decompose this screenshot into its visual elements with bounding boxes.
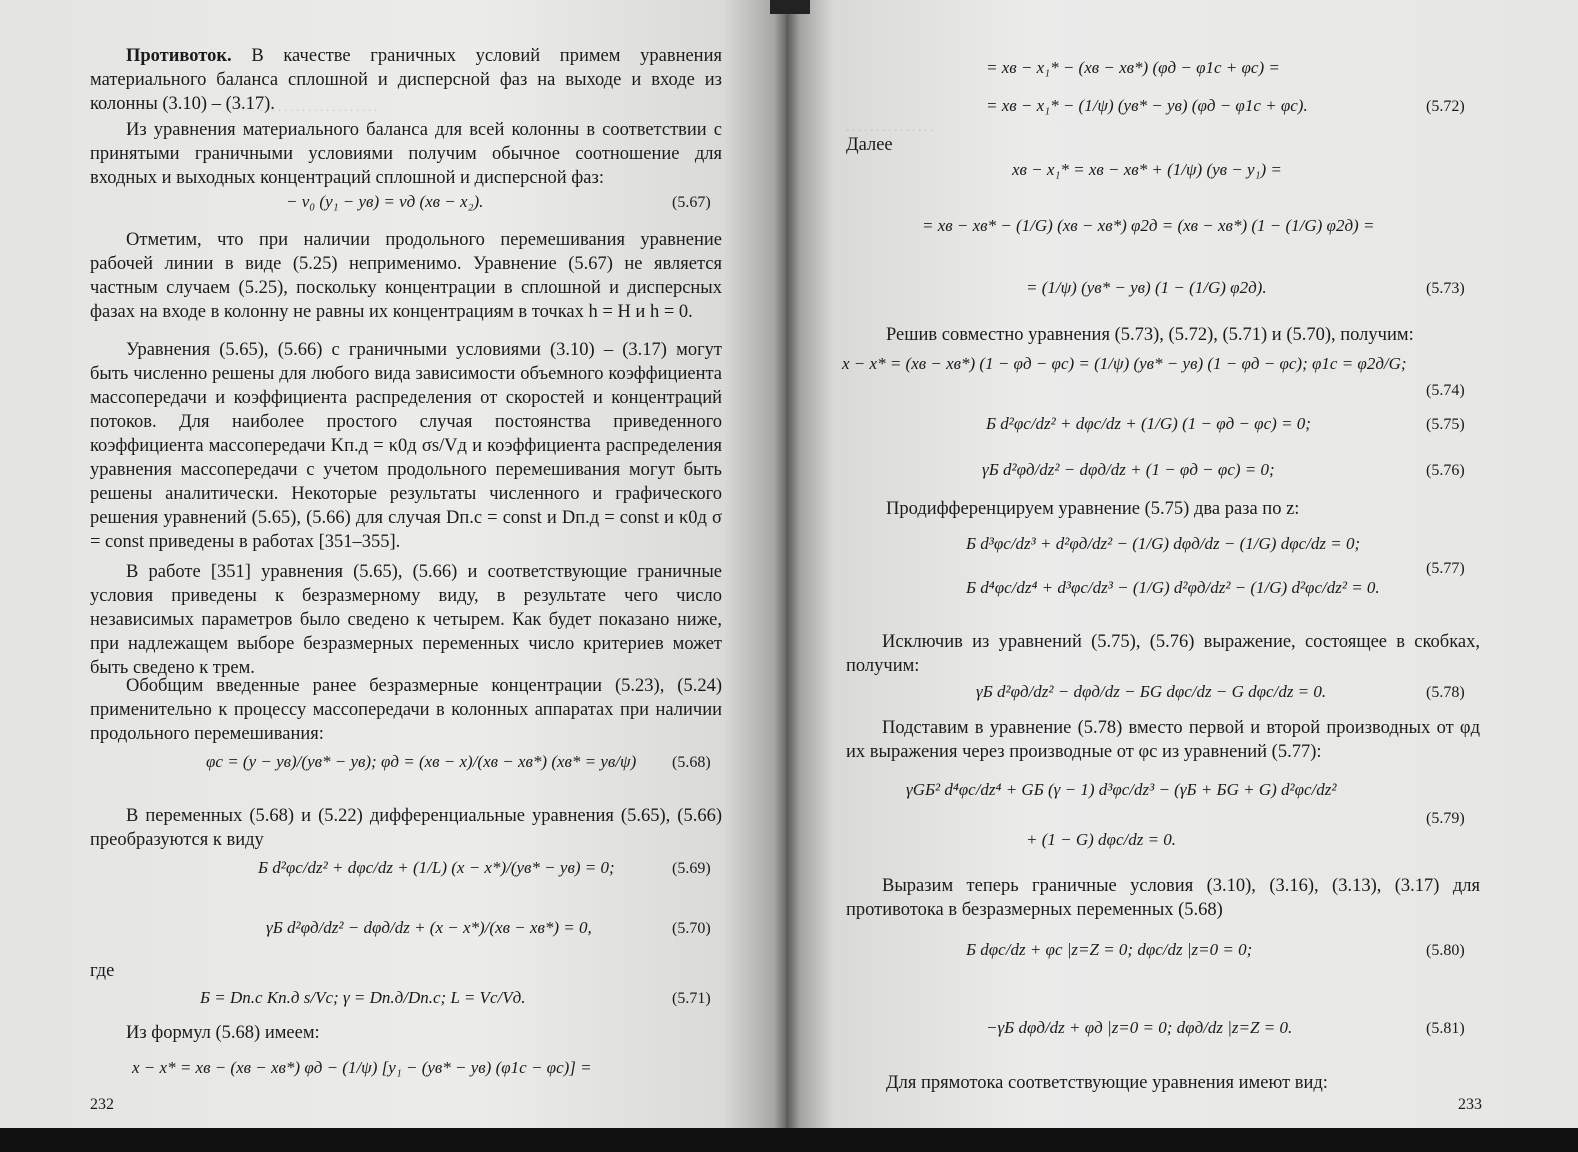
paragraph-eliminating: Исключив из уравнений (5.75), (5.76) выражение, состоящее в скобках, получим: [846, 632, 1480, 676]
paragraph-text: В качестве граничных условий примем уравнения материального баланса сплошной и дисперсной фаз на выходе и входе из колонны (3.10) – (3.17). [90, 46, 722, 114]
bleed-through-text: . . . . . . . . . . . . . . . [846, 120, 933, 134]
paragraph-solving: Решив совместно уравнения (5.73), (5.72), (5.71) и (5.70), получим: [886, 325, 1414, 345]
equation-top-1: = xв − x₁* − (xв − xв*) (φд − φ1c + φc) = [986, 58, 1280, 77]
equation-5-79b: + (1 − G) dφc/dz = 0. [1026, 830, 1177, 849]
paragraph-generalize: Обобщим введенные ранее безразмерные концентрации (5.23), (5.24) применительно к процессу массопередачи в колонных аппаратах при наличии продольного перемешивания: [90, 676, 722, 744]
scanner-edge [0, 1128, 1578, 1152]
equation-number: (5.79) [1426, 810, 1465, 827]
bleed-through-text: . . . . . . . . . . . . . . . . . . . . [260, 100, 377, 114]
equation-number: (5.69) [672, 860, 711, 877]
word-where: где [90, 961, 115, 981]
paragraph-from-formulas: Из формул (5.68) имеем: [126, 1023, 320, 1043]
equation-5-70: γБ d²φд/dz² − dφд/dz + (x − x*)/(xв − xв*) = 0, [266, 918, 592, 937]
paragraph-lead: Противоток. [126, 46, 232, 66]
paragraph-differentiate: Продифференцируем уравнение (5.75) два раза по z: [886, 499, 1300, 519]
paragraph-variables: В переменных (5.68) и (5.22) дифференциальные уравнения (5.65), (5.66) преобразуются к виду [90, 806, 722, 850]
equation-number: (5.71) [672, 990, 711, 1007]
right-page [786, 0, 1578, 1130]
paragraph-work-351: В работе [351] уравнения (5.65), (5.66) и соответствующие граничные условия приведены к безразмерному виду, в результате чего число независимых параметров было сведено к четырем. Как будет показано ниже, при надлежащем выборе безразмерных переменных число критериев может быть сведено к трем. [90, 562, 722, 678]
equation-5-74: x − x* = (xв − xв*) (1 − φд − φc) = (1/ψ) (yв* − yв) (1 − φд − φc); φ1c = φ2д/G; [842, 354, 1407, 373]
word-further: Далее [846, 135, 893, 155]
paragraph-note: Отметим, что при наличии продольного перемешивания уравнение рабочей линии в виде (5.25) неприменимо. Уравнение (5.67) не является частным случаем (5.25), поскольку концентрации в сплошной и дисперсных фазах на входе в колонну не равны их концентрациям в точках h = H и h = 0. [90, 230, 722, 322]
page-number: 232 [90, 1096, 114, 1113]
equation-5-77a: Б d³φc/dz³ + d²φд/dz² − (1/G) dφд/dz − (1/G) dφc/dz = 0; [966, 534, 1361, 553]
equation-5-77b: Б d⁴φc/dz⁴ + d³φc/dz³ − (1/G) d²φд/dz² − (1/G) d²φc/dz² = 0. [966, 578, 1380, 597]
left-page [0, 0, 786, 1130]
equation-number: (5.74) [1426, 382, 1465, 399]
equation-number: (5.67) [672, 194, 711, 211]
paragraph-countercurrent [90, 44, 722, 116]
equation-5-78: γБ d²φд/dz² − dφд/dz − БG dφc/dz − G dφc/dz = 0. [976, 682, 1327, 701]
equation-5-69: Б d²φc/dz² + dφc/dz + (1/L) (x − x*)/(yв* − yв) = 0; [258, 858, 615, 877]
book-gutter [774, 0, 800, 1130]
paragraph-substitute: Подставим в уравнение (5.78) вместо первой и второй производных от φд их выражения через производные от φc из уравнений (5.77): [846, 718, 1480, 762]
paragraph-solutions: Уравнения (5.65), (5.66) с граничными условиями (3.10) – (3.17) могут быть численно решены для любого вида зависимости объемного коэффициента массопередачи и коэффициента распределения от скоростей и концентраций потоков. Для наиболее простого случая постоянства приведенного коэффициента массопередачи Kп.д = κ0д σs/Vд и коэффициента распределения уравнения массопередачи с учетом продольного перемешивания могут быть решены аналитически. Некоторые результаты численного и графического решения уравнений (5.65), (5.66) для случая Dп.с = const и Dп.д = const и κ0д σ = const приведены в работах [351–355]. [90, 340, 722, 552]
equation-number: (5.81) [1426, 1020, 1465, 1037]
equation-b: = xв − xв* − (1/G) (xв − xв*) φ2д = (xв − xв*) (1 − (1/G) φ2д) = [922, 216, 1375, 235]
paragraph-boundary: Выразим теперь граничные условия (3.10), (3.16), (3.13), (3.17) для противотока в безразмерных переменных (5.68) [846, 876, 1480, 920]
equation-continued: x − x* = xв − (xв − xв*) φд − (1/ψ) [y₁ − (yв* − yв) (φ1c − φc)] = [132, 1058, 592, 1077]
page-number: 233 [1458, 1096, 1482, 1113]
equation-5-76: γБ d²φд/dz² − dφд/dz + (1 − φд − φc) = 0; [982, 460, 1275, 479]
equation-5-71: Б = Dп.с Kп.д s/Vc; γ = Dп.д/Dп.с; L = Vc/Vд. [200, 988, 526, 1007]
equation-5-79a: γGБ² d⁴φc/dz⁴ + GБ (γ − 1) d³φc/dz³ − (γБ + БG + G) d²φc/dz² [906, 780, 1337, 799]
equation-number: (5.76) [1426, 462, 1465, 479]
binding-shadow [770, 0, 810, 14]
equation-c: = (1/ψ) (yв* − yв) (1 − (1/G) φ2д). [1026, 278, 1267, 297]
equation-number: (5.80) [1426, 942, 1465, 959]
equation-number: (5.75) [1426, 416, 1465, 433]
equation-5-67: − v₀ (y₁ − yв) = vд (xв − x₂). [286, 192, 484, 211]
equation-5-68: φc = (y − yв)/(yв* − yв); φд = (xв − x)/(xв − xв*) (xв* = yв/ψ) [206, 752, 637, 771]
equation-a: xв − x₁* = xв − xв* + (1/ψ) (yв − y₁) = [1012, 160, 1282, 179]
equation-5-81: −γБ dφд/dz + φд |z=0 = 0; dφд/dz |z=Z = 0. [986, 1018, 1293, 1037]
equation-number: (5.77) [1426, 560, 1465, 577]
equation-5-75: Б d²φc/dz² + dφc/dz + (1/G) (1 − φд − φc) = 0; [986, 414, 1311, 433]
equation-number: (5.68) [672, 754, 711, 771]
paragraph-cocurrent: Для прямотока соответствующие уравнения имеют вид: [886, 1073, 1328, 1093]
equation-5-80: Б dφc/dz + φc |z=Z = 0; dφc/dz |z=0 = 0; [966, 940, 1253, 959]
equation-number: (5.70) [672, 920, 711, 937]
equation-number: (5.72) [1426, 98, 1465, 115]
paragraph-balance: Из уравнения материального баланса для всей колонны в соответствии с принятыми граничными условиями получим обычное соотношение для входных и выходных концентраций сплошной и дисперсной фаз: [90, 120, 722, 188]
equation-number: (5.78) [1426, 684, 1465, 701]
equation-top-2: = xв − x₁* − (1/ψ) (yв* − yв) (φд − φ1c + φc). [986, 96, 1308, 115]
equation-number: (5.73) [1426, 280, 1465, 297]
